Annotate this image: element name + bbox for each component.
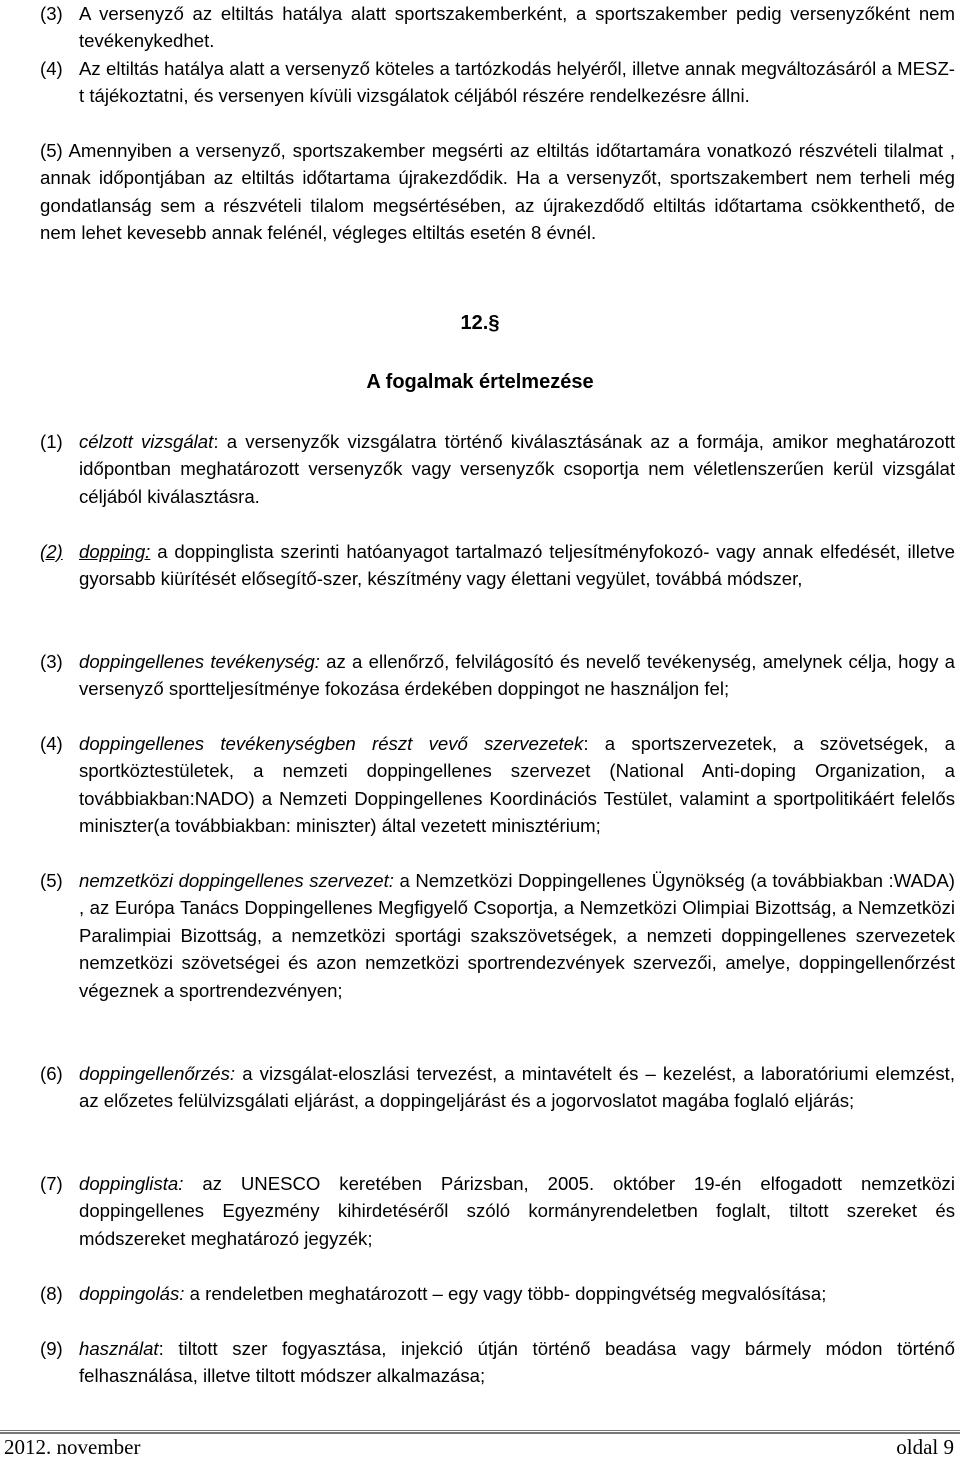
definition-body	[79, 428, 955, 510]
definition-term: doppingolás:	[79, 1283, 185, 1304]
definition-7	[40, 1170, 955, 1252]
definition-body	[79, 538, 955, 593]
definition-number: (9)	[40, 1338, 63, 1359]
page-footer	[4, 1435, 954, 1460]
definition-term: doppingellenes tevékenységben részt vevő szervezetek	[79, 733, 584, 754]
definition-term: doppinglista:	[79, 1173, 184, 1194]
definition-text: tiltott szer fogyasztása, injekció útján történő beadása vagy bármely módon történő felhasználása, illetve tiltott módszer alkalmazása;	[79, 1338, 955, 1387]
definition-term: nemzetközi doppingellenes szervezet:	[79, 870, 394, 891]
paragraph-4	[40, 55, 955, 110]
definition-body	[79, 1335, 955, 1390]
definition-body	[79, 648, 955, 703]
footer-date: 2012. november	[4, 1435, 141, 1459]
definition-term: doppingellenőrzés:	[79, 1063, 236, 1084]
definition-text: az UNESCO keretében Párizsban, 2005. október 19-én elfogadott nemzetközi doppingellenes Egyezmény kihirdetéséről szóló kormányrendeletben foglalt, tiltott szereket és módszereket meghatározó jegyzék;	[79, 1173, 955, 1249]
section-number	[0, 312, 960, 335]
definition-number: (1)	[40, 431, 63, 452]
definition-text: a Nemzetközi Doppingellenes Ügynökség (a továbbiakban :WADA) , az Európa Tanács Doppingellenes Megfigyelő Csoportja, a Nemzetközi Olimpiai Bizottság, a Nemzetközi Paralimpiai Bizottság, a nemzetközi sportági szakszövetségek, a nemzeti doppingellenes szervezetek nemzetközi szövetségei és azon nemzetközi sportrendezvények szervezői, amelye, doppingellenőrzést végeznek a sportrendezvényen;	[79, 870, 955, 1001]
definition-number: (2)	[40, 541, 63, 562]
definition-body	[79, 1280, 955, 1307]
definition-term: használat	[79, 1338, 159, 1359]
definition-term: célzott vizsgálat	[79, 431, 214, 452]
definition-text: a rendeletben meghatározott – egy vagy több- doppingvétség megvalósítása;	[189, 1283, 827, 1304]
paragraph-3	[40, 0, 955, 55]
definition-separator: :	[583, 733, 605, 754]
definition-text: a doppinglista szerinti hatóanyagot tartalmazó teljesítményfokozó- vagy annak elfedését, illetve gyorsabb kiürítését elősegítő-szer, készítmény vagy élettani vegyület, továbbá módszer,	[79, 541, 955, 590]
definition-separator: :	[158, 1338, 179, 1359]
section-symbol: §	[488, 312, 500, 334]
definition-body	[79, 1170, 955, 1252]
definition-text: a vizsgálat-eloszlási tervezést, a mintavételt és – kezelést, a laboratóriumi elemzést, az előzetes felülvizsgálati eljárást, a doppingeljárást és a jogorvoslatot magába foglaló eljárás;	[79, 1063, 955, 1112]
footer-divider	[0, 1430, 960, 1434]
definition-separator: :	[213, 431, 227, 452]
definition-text: a versenyzők vizsgálatra történő kiválasztásának az a formája, amikor meghatározott időpontban meghatározott versenyzők vagy versenyzők csoportja nem véletlenszerűen kerül vizsgálat céljából kiválasztásra.	[79, 431, 955, 507]
definition-body	[79, 1060, 955, 1115]
definition-number: (5)	[40, 870, 63, 891]
definition-number: (7)	[40, 1173, 63, 1194]
definition-body	[79, 730, 955, 840]
definition-text: az a ellenőrző, felvilágosító és nevelő tevékenység, amelynek célja, hogy a versenyző sportteljesítménye fokozása érdekében doppingot ne használjon fel;	[79, 651, 955, 700]
definition-6	[40, 1060, 955, 1115]
definition-2	[40, 538, 955, 593]
definition-1	[40, 428, 955, 510]
definition-number: (8)	[40, 1283, 63, 1304]
section-number-text: 12.	[460, 312, 489, 334]
section-title: A fogalmak értelmezése	[366, 371, 594, 393]
definition-number: (6)	[40, 1063, 63, 1084]
definition-separator	[183, 1173, 202, 1194]
definition-4	[40, 730, 955, 840]
definition-term: dopping:	[79, 541, 151, 562]
paragraph-text: Az eltiltás hatálya alatt a versenyző köteles a tartózkodás helyéről, illetve annak megváltozásáról a MESZ-t tájékoztatni, és versenyen kívüli vizsgálatok céljából részére rendelkezésre állni.	[79, 58, 955, 107]
definition-number: (3)	[40, 651, 63, 672]
definition-term: doppingellenes tevékenység:	[79, 651, 320, 672]
paragraph-number: (4)	[40, 58, 63, 79]
definition-body	[79, 867, 955, 1004]
footer-page-number: oldal 9	[896, 1435, 954, 1459]
definition-9	[40, 1335, 955, 1390]
paragraph-5: (5) Amennyiben a versenyző, sportszakember megsérti az eltiltás időtartamára vonatkozó részvételi tilalmat , annak időpontjában az eltiltás időtartama újrakezdődik. Ha a versenyzőt, sportszakembert nem terheli még gondatlanság sem a részvételi tilalom megsértésében, az újrakezdődő eltiltás időtartama csökkenthető, de nem lehet kevesebb annak felénél, végleges eltiltás esetén 8 évnél.	[40, 140, 955, 244]
paragraph-text: A versenyző az eltiltás hatálya alatt sportszakemberként, a sportszakember pedig versenyzőként nem tevékenykedhet.	[79, 3, 955, 52]
paragraph-number: (3)	[40, 3, 63, 24]
definition-8	[40, 1280, 955, 1307]
definition-text: a sportszervezetek, a szövetségek, a sportköztestületek, a nemzeti doppingellenes szervezet (National Anti-doping Organization, a továbbiakban:NADO) a Nemzeti Doppingellenes Koordinációs Testület, valamint a sportpolitikáért felelős miniszter(a továbbiakban: miniszter) által vezetett minisztérium;	[79, 733, 955, 837]
definition-5	[40, 867, 955, 1004]
definition-3	[40, 648, 955, 703]
definition-number: (4)	[40, 733, 63, 754]
